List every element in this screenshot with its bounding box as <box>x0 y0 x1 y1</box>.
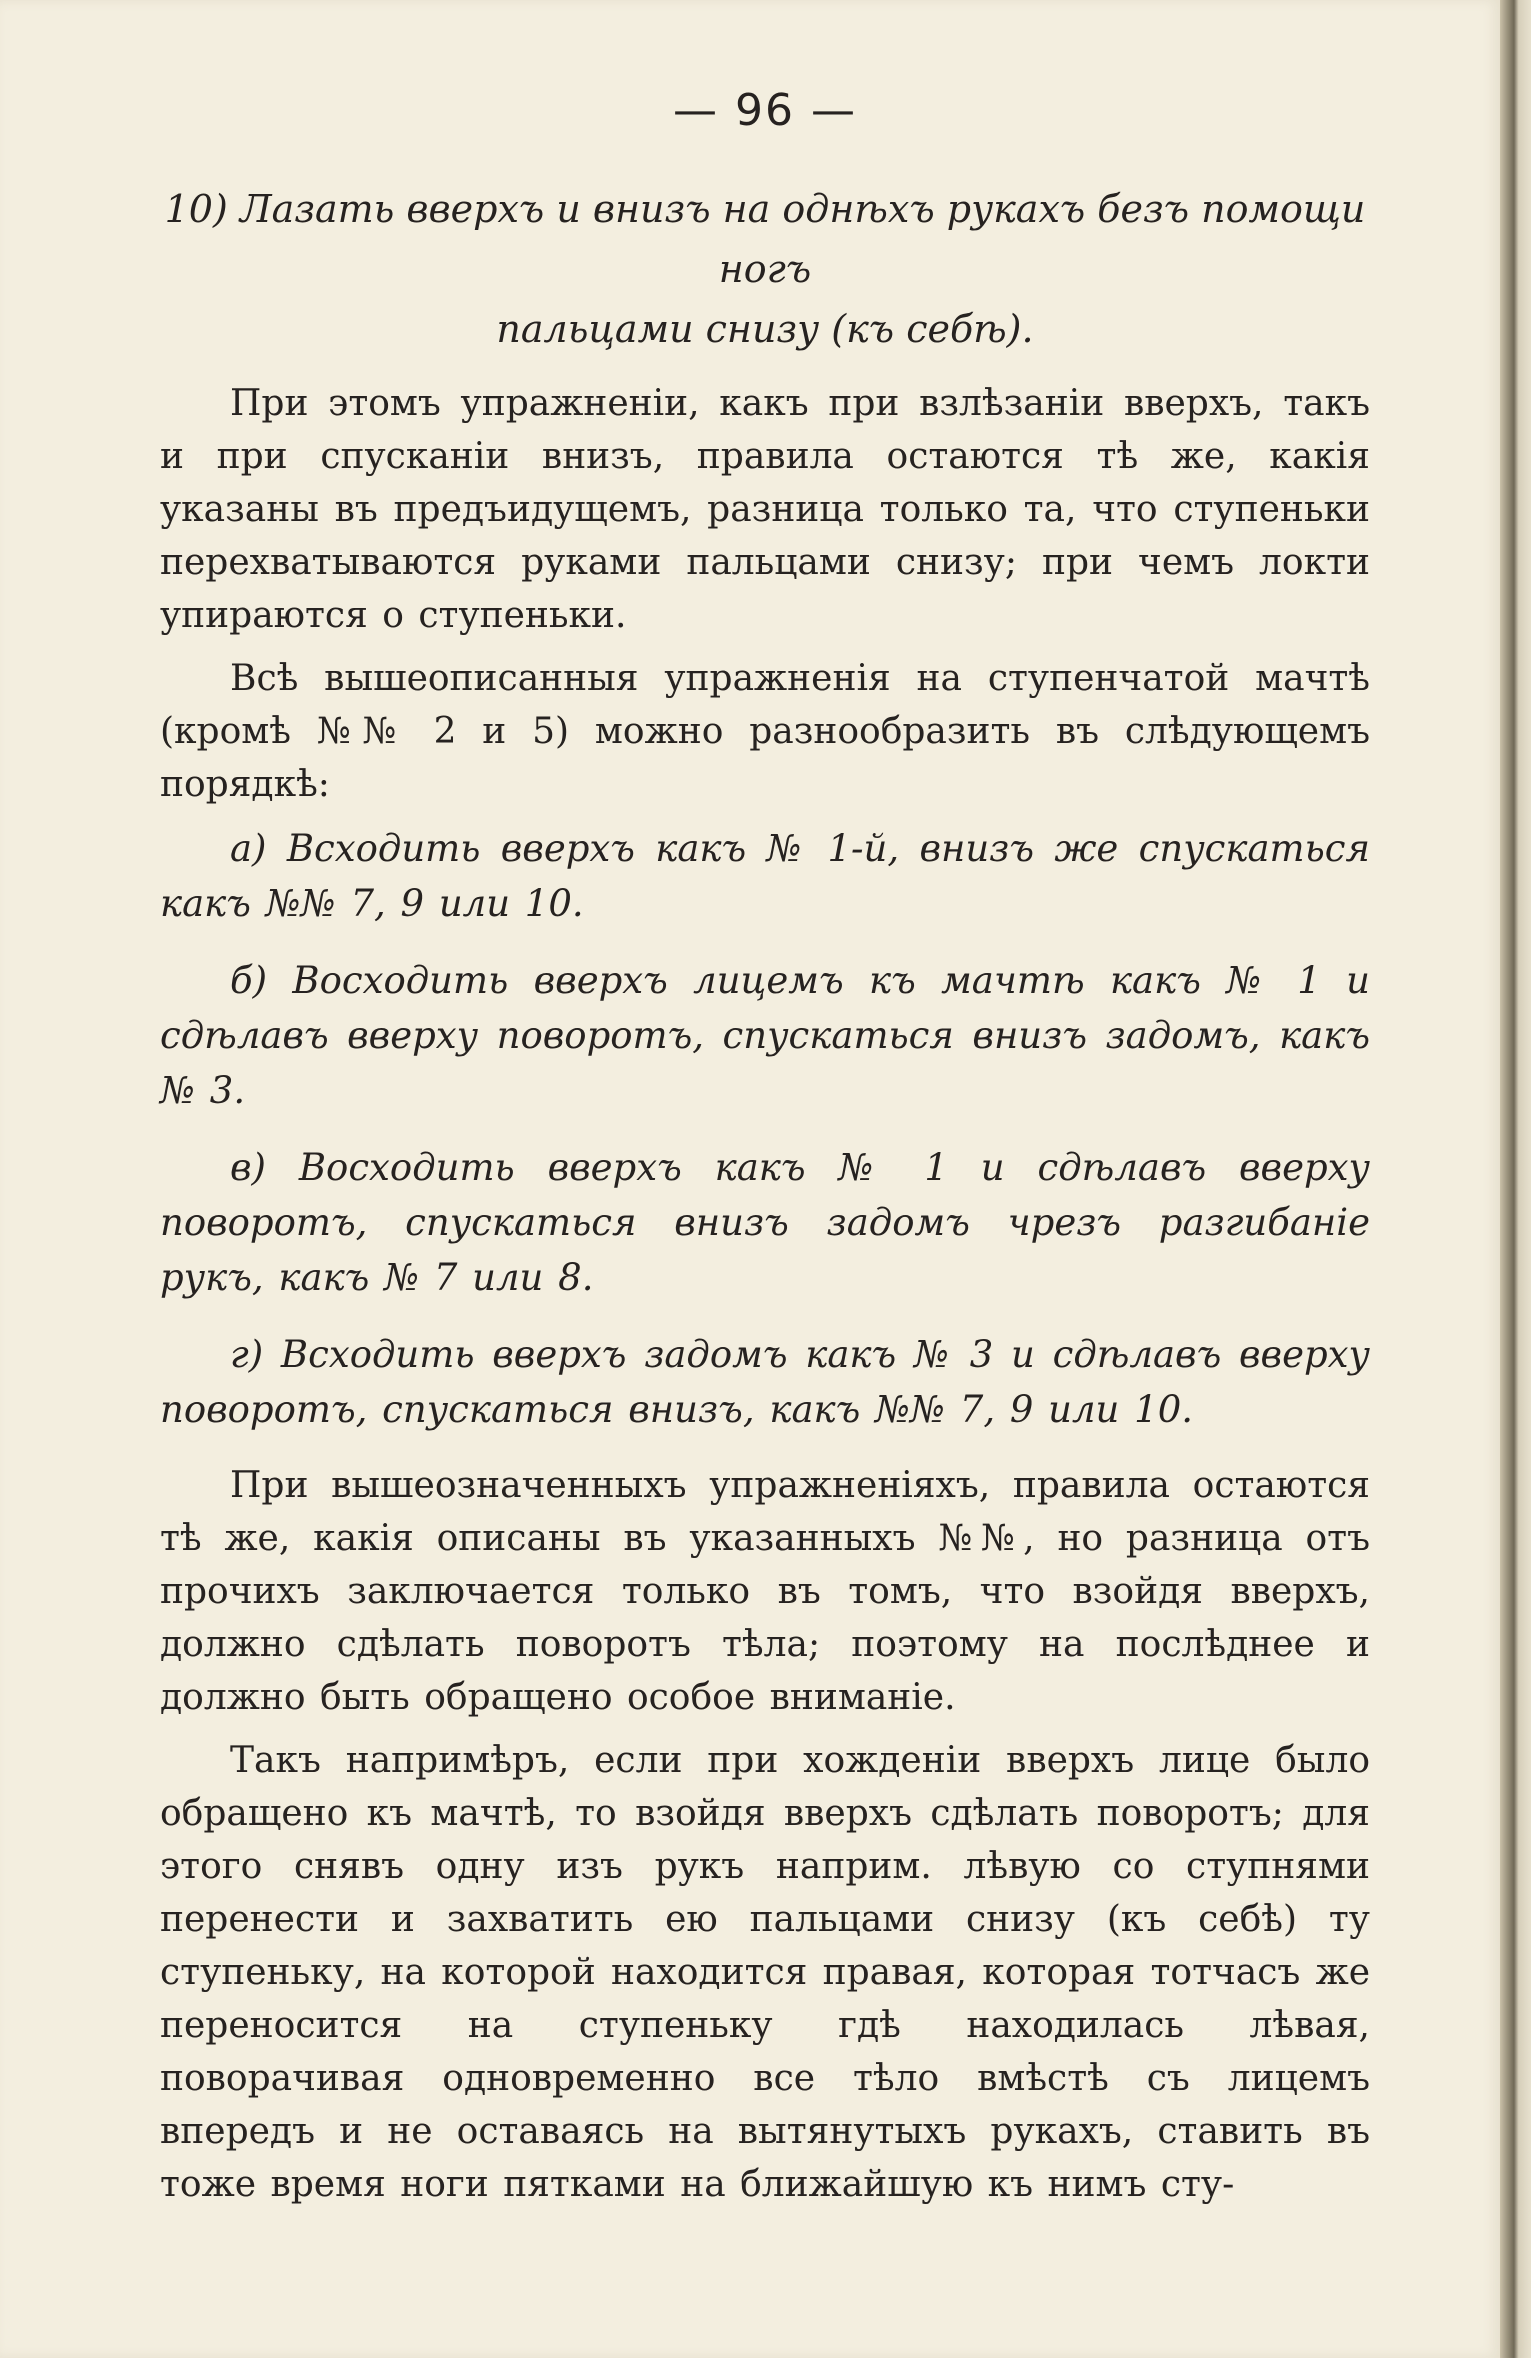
section-heading-line-2: пальцами снизу (къ себѣ). <box>496 307 1034 351</box>
paragraph-4: Такъ напримѣръ, если при хожденіи вверхъ лице было обращено къ мачтѣ, то взойдя вверхъ сдѣлать поворотъ; для этого снявъ одну изъ рукъ наприм. лѣвую со ступнями перенести и захватить ею пальцами снизу (къ себѣ) ту ступеньку, на которой находится правая, которая тотчасъ же переносится на ступеньку гдѣ находилась лѣвая, поворачивая одновременно все тѣло вмѣстѣ съ лицемъ впередъ и не оставаясь на вытянутыхъ рукахъ, ставить въ тоже время ноги пятками на ближайшую къ нимъ сту- <box>160 1740 1370 2205</box>
page-edge <box>1500 0 1531 2358</box>
list-item-marker: б) <box>230 959 268 1002</box>
list-item-b <box>160 953 1370 1118</box>
paragraph-3: При вышеозначенныхъ упражненіяхъ, правила остаются тѣ же, какія описаны въ указанныхъ №№, но разница отъ прочихъ заключается только въ томъ, что взойдя вверхъ, должно сдѣлать поворотъ тѣла; поэтому на послѣднее и должно быть обращено особое вниманіе. <box>160 1465 1370 1718</box>
paragraph-2: Всѣ вышеописанныя упражненія на ступенчатой мачтѣ (кромѣ №№ 2 и 5) можно разнообразить въ слѣдующемъ порядкѣ: <box>160 658 1370 805</box>
page-content <box>160 85 1370 2221</box>
list-item-text: Всходить вверхъ какъ № 1-й, внизъ же спускаться какъ №№ 7, 9 или 10. <box>160 827 1370 925</box>
paragraph-1: При этомъ упражненіи, какъ при взлѣзаніи вверхъ, такъ и при спусканіи внизъ, правила остаются тѣ же, какія указаны въ предъидущемъ, разница только та, что ступеньки перехватываются руками пальцами снизу; при чемъ локти упираются о ступеньки. <box>160 383 1370 636</box>
list-item-g <box>160 1327 1370 1437</box>
list-item-marker: г) <box>230 1333 264 1376</box>
section-heading-line-1: 10) Лазать вверхъ и внизъ на однѣхъ рукахъ безъ помощи ногъ <box>164 187 1366 291</box>
section-heading <box>160 179 1370 359</box>
list-item-a <box>160 821 1370 931</box>
list-item-text: Восходить вверхъ лицемъ къ мачтѣ какъ № 1 и сдѣлавъ вверху поворотъ, спускаться внизъ задомъ, какъ № 3. <box>160 959 1370 1112</box>
page-number: — 96 — <box>673 85 857 136</box>
list-item-marker: в) <box>230 1146 266 1189</box>
list-item-text: Восходить вверхъ какъ № 1 и сдѣлавъ вверху поворотъ, спускаться внизъ задомъ чрезъ разгибаніе рукъ, какъ № 7 или 8. <box>160 1146 1370 1299</box>
list-item-marker: а) <box>230 827 267 870</box>
list-item-text: Всходить вверхъ задомъ какъ № 3 и сдѣлавъ вверху поворотъ, спускаться внизъ, какъ №№ 7, 9 или 10. <box>160 1333 1371 1431</box>
list-item-v <box>160 1140 1370 1305</box>
